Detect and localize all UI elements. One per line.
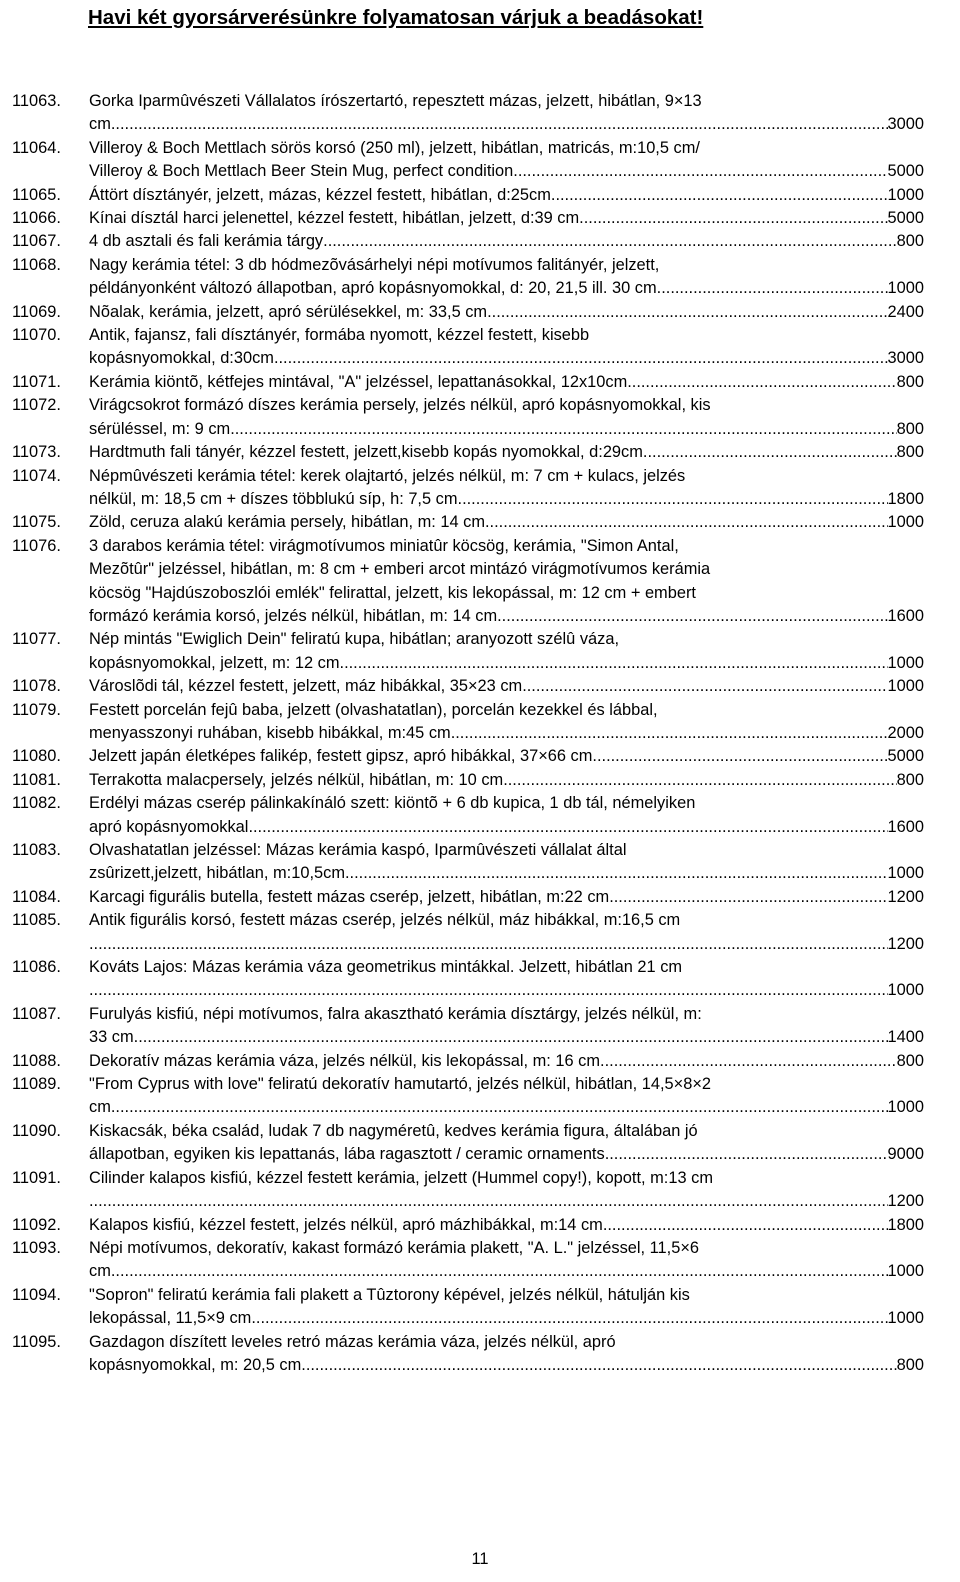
lot-description-line: Mezõtûr" jelzéssel, hibátlan, m: 8 cm + emberi arcot mintázó virágmotívumos kerámia — [89, 560, 711, 579]
lot-number: 11070. — [12, 326, 61, 345]
dot-leader — [627, 371, 896, 394]
auction-lot — [12, 956, 924, 1003]
lot-starting-price: 800 — [896, 232, 924, 251]
lot-starting-price: 1400 — [887, 1028, 924, 1047]
lot-starting-price: 5000 — [887, 747, 924, 766]
lot-description-line — [89, 207, 924, 230]
lot-description — [89, 137, 924, 184]
lot-description-line: Cilinder kalapos kisfiú, kézzel festett kerámia, jelzett (Hummel copy!), kopott, m:13 cm — [89, 1168, 713, 1187]
dot-leader — [603, 1214, 888, 1237]
dot-leader — [485, 511, 888, 534]
dot-leader — [89, 933, 888, 956]
auction-lot — [12, 1214, 924, 1237]
lot-description-line — [89, 1190, 924, 1213]
lot-description-text: kopásnyomokkal, d:30cm — [89, 349, 274, 368]
lot-number: 11080. — [12, 747, 61, 766]
auction-lot — [12, 1050, 924, 1073]
lot-starting-price: 1000 — [887, 1098, 924, 1117]
lot-number: 11094. — [12, 1285, 61, 1304]
dot-leader — [89, 979, 888, 1002]
dot-leader — [609, 886, 887, 909]
lot-description — [89, 769, 924, 792]
lot-description-line — [89, 441, 924, 464]
lot-description — [89, 324, 924, 371]
auction-lot — [12, 769, 924, 792]
dot-leader — [458, 488, 888, 511]
lot-number: 11072. — [12, 396, 61, 415]
lot-description-line: Gazdagon díszített leveles retró mázas kerámia váza, jelzés nélkül, apró — [89, 1332, 616, 1351]
dot-leader — [513, 160, 887, 183]
lot-description-text: 33 cm — [89, 1028, 134, 1047]
lot-description-line — [89, 675, 924, 698]
lot-starting-price: 800 — [896, 1051, 924, 1070]
lot-description — [89, 1120, 924, 1167]
lot-starting-price: 1000 — [887, 653, 924, 672]
lot-starting-price: 3000 — [887, 349, 924, 368]
lot-description-line — [89, 230, 924, 253]
lot-description — [89, 628, 924, 675]
auction-lot — [12, 1073, 924, 1120]
lot-number: 11091. — [12, 1168, 61, 1187]
auction-lot — [12, 184, 924, 207]
lot-number: 11066. — [12, 209, 61, 228]
lot-description-line — [89, 301, 924, 324]
lot-number: 11065. — [12, 185, 61, 204]
lot-starting-price: 1000 — [887, 864, 924, 883]
lot-description-text: Terrakotta malacpersely, jelzés nélkül, hibátlan, m: 10 cm — [89, 770, 504, 789]
lot-description — [89, 1073, 924, 1120]
lot-number: 11082. — [12, 794, 61, 813]
lot-description-line — [89, 1214, 924, 1237]
lot-number: 11089. — [12, 1075, 61, 1094]
lot-description-text: Karcagi figurális butella, festett mázas cserép, jelzett, hibátlan, m:22 cm — [89, 887, 610, 906]
auction-lot — [12, 1237, 924, 1284]
dot-leader — [230, 418, 896, 441]
lot-description — [89, 956, 924, 1003]
lot-description — [89, 792, 924, 839]
auction-lot — [12, 207, 924, 230]
dot-leader — [340, 652, 888, 675]
lot-starting-price: 1000 — [887, 185, 924, 204]
lot-starting-price: 1600 — [887, 606, 924, 625]
lot-number: 11063. — [12, 92, 61, 110]
dot-leader — [600, 1050, 897, 1073]
dot-leader — [134, 1026, 888, 1049]
lot-description-text: Villeroy & Boch Mettlach Beer Stein Mug, perfect condition — [89, 162, 514, 181]
lot-number: 11077. — [12, 630, 61, 649]
lot-description — [89, 745, 924, 768]
lot-description-line — [89, 511, 924, 534]
lot-number: 11088. — [12, 1051, 61, 1070]
lot-description-text: kopásnyomokkal, m: 20,5 cm — [89, 1355, 302, 1374]
auction-lot — [12, 745, 924, 768]
lot-description-text: Nõalak, kerámia, jelzett, apró sérülésekkel, m: 33,5 cm — [89, 302, 488, 321]
lot-description-text: Hardtmuth fali tányér, kézzel festett, jelzett,kisebb kopás nyomokkal, d:29cm — [89, 443, 643, 462]
lot-number: 11076. — [12, 536, 61, 555]
lot-description-line — [89, 816, 924, 839]
lot-description-text: menyasszonyi ruhában, kisebb hibákkal, m:45 cm — [89, 723, 451, 742]
auction-lot — [12, 394, 924, 441]
lot-description-text: sérüléssel, m: 9 cm — [89, 419, 231, 438]
auction-lot — [12, 839, 924, 886]
lot-description-line: Erdélyi mázas cserép pálinkakínáló szett: kiöntõ + 6 db kupica, 1 db tál, némelyiken — [89, 794, 696, 813]
lot-starting-price: 3000 — [887, 115, 924, 134]
lot-description — [89, 90, 924, 137]
page-heading: Havi két gyorsárverésünkre folyamatosan várjuk a beadásokat! — [88, 6, 704, 29]
lot-starting-price: 1800 — [887, 1215, 924, 1234]
lot-description-text: állapotban, egyiken kis lepattanás, lába ragasztott / ceramic ornaments — [89, 1145, 605, 1164]
auction-lot — [12, 675, 924, 698]
lot-number: 11075. — [12, 513, 61, 532]
auction-lot — [12, 90, 924, 137]
lot-description-line: "Sopron" feliratú kerámia fali plakett a Tûztorony képével, jelzés nélkül, hátulján kis — [89, 1285, 690, 1304]
dot-leader — [522, 675, 887, 698]
auction-lot — [12, 1003, 924, 1050]
lot-description-line — [89, 1096, 924, 1119]
auction-lot — [12, 137, 924, 184]
lot-starting-price: 800 — [896, 1355, 924, 1374]
lot-description — [89, 909, 924, 956]
lot-description-text: Áttört dísztányér, jelzett, mázas, kézzel festett, hibátlan, d:25cm — [89, 185, 551, 204]
lot-starting-price: 1200 — [887, 1192, 924, 1211]
lot-description — [89, 465, 924, 512]
lot-description-line — [89, 605, 924, 628]
dot-leader — [503, 769, 896, 792]
dot-leader — [497, 605, 887, 628]
lot-starting-price: 1000 — [887, 677, 924, 696]
lot-description — [89, 371, 924, 394]
lot-starting-price: 800 — [896, 443, 924, 462]
auction-lot — [12, 909, 924, 956]
lot-number: 11095. — [12, 1332, 61, 1351]
lot-description-text: cm — [89, 115, 111, 134]
lot-description-text: kopásnyomokkal, jelzett, m: 12 cm — [89, 653, 340, 672]
lot-description-line — [89, 862, 924, 885]
lot-starting-price: 1200 — [887, 887, 924, 906]
lot-description-line: Antik, fajansz, fali dísztányér, formába nyomott, kézzel festett, kisebb — [89, 326, 590, 345]
lot-description-line: Furulyás kisfiú, népi motívumos, falra akasztható kerámia dísztárgy, jelzés nélkül, m: — [89, 1004, 702, 1023]
dot-leader — [274, 347, 888, 370]
auction-lot — [12, 1167, 924, 1214]
lot-description — [89, 254, 924, 301]
dot-leader — [345, 862, 888, 885]
dot-leader — [592, 745, 887, 768]
lot-description — [89, 1237, 924, 1284]
lot-description — [89, 207, 924, 230]
lot-description-text: nélkül, m: 18,5 cm + díszes többlukú síp, h: 7,5 cm — [89, 489, 458, 508]
lot-description-text: Jelzett japán életképes falikép, festett gipsz, apró hibákkal, 37×66 cm — [89, 747, 593, 766]
lot-description-text: Kerámia kiöntõ, kétfejes mintával, "A" jelzéssel, lepattanásokkal, 12x10cm — [89, 372, 628, 391]
lot-description-line — [89, 1354, 924, 1377]
dot-leader — [579, 207, 887, 230]
lot-description-line — [89, 1026, 924, 1049]
lot-starting-price: 5000 — [887, 209, 924, 228]
lot-starting-price: 5000 — [887, 162, 924, 181]
lot-description-line — [89, 277, 924, 300]
auction-lot — [12, 1284, 924, 1331]
auction-lot — [12, 1120, 924, 1167]
lot-description-line: Népmûvészeti kerámia tétel: kerek olajtartó, jelzés nélkül, m: 7 cm + kulacs, jelzés — [89, 466, 686, 485]
lot-starting-price: 800 — [896, 770, 924, 789]
lot-description-line — [89, 1050, 924, 1073]
lot-number: 11093. — [12, 1238, 61, 1257]
lot-description — [89, 184, 924, 207]
dot-leader — [251, 1307, 887, 1330]
lot-number: 11084. — [12, 887, 61, 906]
lot-description-line: Festett porcelán fejû baba, jelzett (olvashatatlan), porcelán kezekkel és lábbal, — [89, 700, 658, 719]
lot-number: 11092. — [12, 1215, 61, 1234]
lot-description-text: Dekoratív mázas kerámia váza, jelzés nélkül, kis lekopással, m: 16 cm — [89, 1051, 601, 1070]
lot-description — [89, 394, 924, 441]
auction-lot — [12, 1331, 924, 1378]
auction-lot — [12, 324, 924, 371]
auction-lot — [12, 886, 924, 909]
auction-lot — [12, 792, 924, 839]
lot-description — [89, 511, 924, 534]
lot-starting-price: 800 — [896, 419, 924, 438]
lot-description-line: Olvashatatlan jelzéssel: Mázas kerámia kaspó, Iparmûvészeti vállalat által — [89, 841, 627, 859]
lot-description-text: Kínai dísztál harci jelenettel, kézzel festett, hibátlan, jelzett, d:39 cm — [89, 209, 580, 228]
lot-description-line: Kováts Lajos: Mázas kerámia váza geometrikus mintákkal. Jelzett, hibátlan 21 cm — [89, 958, 683, 977]
lot-description-text: cm — [89, 1098, 111, 1117]
lot-description-line — [89, 722, 924, 745]
lot-description-text: apró kopásnyomokkal — [89, 817, 249, 836]
lot-description-line: köcsög "Hajdúszoboszlói emlék" felirattal, jelzett, kis lekopással, m: 12 cm + embert — [89, 583, 696, 602]
lot-starting-price: 2400 — [887, 302, 924, 321]
lot-description — [89, 535, 924, 629]
page-number: 11 — [471, 1550, 489, 1568]
lot-description-line — [89, 184, 924, 207]
lot-description-line — [89, 745, 924, 768]
lot-starting-price: 1200 — [887, 934, 924, 953]
lot-description-line: Villeroy & Boch Mettlach sörös korsó (250 ml), jelzett, hibátlan, matricás, m:10,5 cm/ — [89, 138, 700, 157]
lot-description-line — [89, 979, 924, 1002]
lot-number: 11083. — [12, 841, 61, 859]
lot-description-line — [89, 347, 924, 370]
lot-starting-price: 1000 — [887, 981, 924, 1000]
lot-description — [89, 1284, 924, 1331]
lot-description — [89, 1214, 924, 1237]
lot-description-text: Zöld, ceruza alakú kerámia persely, hibátlan, m: 14 cm — [89, 513, 485, 532]
lot-description — [89, 1331, 924, 1378]
auction-lot-list — [12, 90, 924, 1377]
dot-leader — [89, 1190, 888, 1213]
dot-leader — [551, 184, 888, 207]
lot-starting-price: 9000 — [887, 1145, 924, 1164]
lot-description-text: példányonként változó állapotban, apró kopásnyomokkal, d: 20, 21,5 ill. 30 cm — [89, 279, 657, 298]
lot-description-line — [89, 652, 924, 675]
auction-lot — [12, 465, 924, 512]
auction-lot — [12, 254, 924, 301]
lot-starting-price: 800 — [896, 372, 924, 391]
lot-description-line — [89, 933, 924, 956]
lot-number: 11085. — [12, 911, 61, 930]
lot-description-text: zsûrizett,jelzett, hibátlan, m:10,5cm — [89, 864, 345, 883]
lot-description-text: Városlõdi tál, kézzel festett, jelzett, máz hibákkal, 35×23 cm — [89, 677, 523, 696]
lot-number: 11064. — [12, 138, 61, 157]
lot-description-line: Nagy kerámia tétel: 3 db hódmezõvásárhelyi népi motívumos falitányér, jelzett, — [89, 255, 660, 274]
lot-number: 11087. — [12, 1004, 61, 1023]
lot-description — [89, 1050, 924, 1073]
lot-description — [89, 839, 924, 886]
lot-description-line — [89, 769, 924, 792]
lot-description-text: lekopással, 11,5×9 cm — [89, 1309, 252, 1328]
lot-description-line: Kiskacsák, béka család, ludak 7 db nagyméretû, kedves kerámia figura, általában jó — [89, 1121, 698, 1140]
lot-description-text: formázó kerámia korsó, jelzés nélkül, hibátlan, m: 14 cm — [89, 606, 498, 625]
lot-starting-price: 1000 — [887, 1262, 924, 1281]
auction-lot — [12, 535, 924, 629]
lot-description-line — [89, 418, 924, 441]
lot-description-line — [89, 1307, 924, 1330]
lot-number: 11069. — [12, 302, 61, 321]
dot-leader — [111, 1096, 888, 1119]
lot-description-line — [89, 1143, 924, 1166]
dot-leader — [487, 301, 887, 324]
lot-number: 11086. — [12, 958, 61, 977]
lot-description — [89, 675, 924, 698]
lot-number: 11073. — [12, 443, 61, 462]
lot-description-line: Nép mintás "Ewiglich Dein" feliratú kupa, hibátlan; aranyozott szélû váza, — [89, 630, 620, 649]
dot-leader — [657, 277, 888, 300]
lot-starting-price: 1800 — [887, 489, 924, 508]
dot-leader — [323, 230, 897, 253]
lot-description — [89, 1167, 924, 1214]
lot-number: 11071. — [12, 372, 61, 391]
lot-number: 11068. — [12, 255, 61, 274]
lot-description — [89, 1003, 924, 1050]
lot-starting-price: 2000 — [887, 723, 924, 742]
lot-description-line: Antik figurális korsó, festett mázas cserép, jelzés nélkül, máz hibákkal, m:16,5 cm — [89, 911, 681, 930]
lot-number: 11081. — [12, 770, 61, 789]
lot-description-line — [89, 160, 924, 183]
lot-number: 11078. — [12, 677, 61, 696]
dot-leader — [605, 1143, 888, 1166]
dot-leader — [301, 1354, 896, 1377]
lot-number: 11074. — [12, 466, 61, 485]
auction-lot — [12, 699, 924, 746]
auction-lot — [12, 301, 924, 324]
lot-description-line — [89, 1260, 924, 1283]
auction-lot — [12, 230, 924, 253]
lot-description-text: 4 db asztali és fali kerámia tárgy — [89, 232, 324, 251]
lot-description — [89, 230, 924, 253]
lot-description-text: Kalapos kisfiú, kézzel festett, jelzés nélkül, apró mázhibákkal, m:14 cm — [89, 1215, 603, 1234]
lot-description-line: Gorka Iparmûvészeti Vállalatos írószertartó, repesztett mázas, jelzett, hibátlan, 9×13 — [89, 92, 702, 110]
auction-lot — [12, 371, 924, 394]
lot-description-line — [89, 113, 924, 136]
dot-leader — [111, 113, 888, 136]
auction-lot — [12, 628, 924, 675]
lot-number: 11090. — [12, 1121, 61, 1140]
lot-description-line — [89, 488, 924, 511]
lot-starting-price: 1600 — [887, 817, 924, 836]
lot-description-line — [89, 371, 924, 394]
dot-leader — [643, 441, 897, 464]
lot-starting-price: 1000 — [887, 279, 924, 298]
lot-description-line: 3 darabos kerámia tétel: virágmotívumos miniatûr köcsög, kerámia, "Simon Antal, — [89, 536, 679, 555]
lot-number: 11067. — [12, 232, 61, 251]
lot-description-line: "From Cyprus with love" feliratú dekoratív hamutartó, jelzés nélkül, hibátlan, 14,5×8×2 — [89, 1075, 712, 1094]
lot-description — [89, 301, 924, 324]
lot-starting-price: 1000 — [887, 513, 924, 532]
auction-lot — [12, 511, 924, 534]
dot-leader — [111, 1260, 888, 1283]
auction-lot — [12, 441, 924, 464]
lot-number: 11079. — [12, 700, 61, 719]
dot-leader — [451, 722, 888, 745]
lot-description-line — [89, 886, 924, 909]
lot-starting-price: 1000 — [887, 1309, 924, 1328]
lot-description-line: Virágcsokrot formázó díszes kerámia persely, jelzés nélkül, apró kopásnyomokkal, kis — [89, 396, 711, 415]
lot-description — [89, 886, 924, 909]
dot-leader — [248, 816, 887, 839]
lot-description — [89, 441, 924, 464]
lot-description-line: Népi motívumos, dekoratív, kakast formázó kerámia plakett, "A. L." jelzéssel, 11,5×6 — [89, 1238, 700, 1257]
lot-description — [89, 699, 924, 746]
lot-description-text: cm — [89, 1262, 111, 1281]
